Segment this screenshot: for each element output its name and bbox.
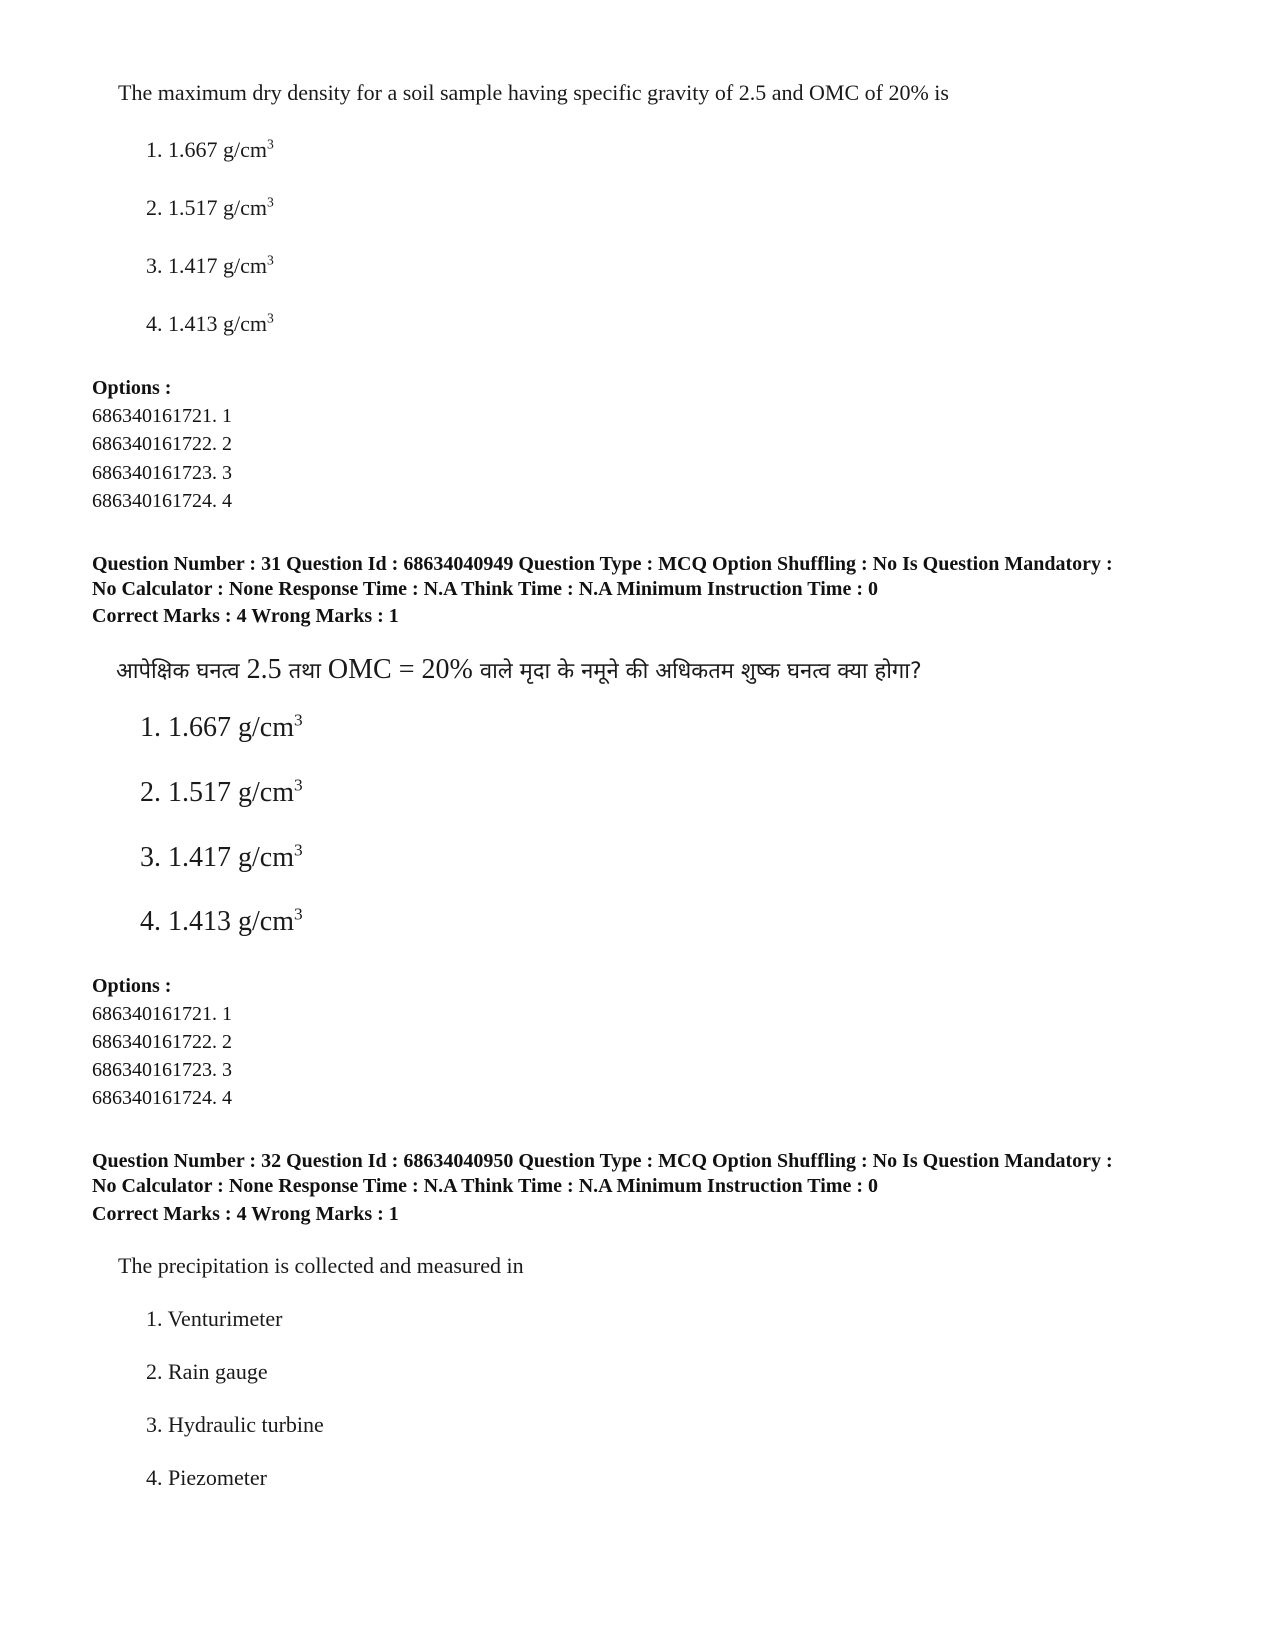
answer-choice: [146, 1412, 324, 1438]
options-label: Options :: [92, 377, 172, 399]
question-text-segment: 2.5: [246, 654, 282, 685]
question-text-segment: वाले मृदा के नमूने की अधिकतम शुष्क घनत्व क्या होगा?: [479, 659, 922, 684]
question-text-hindi: [116, 654, 922, 686]
marks-line: Correct Marks : 4 Wrong Marks : 1: [92, 1203, 399, 1225]
choice-value: 1.517 g/cm: [168, 195, 267, 220]
choice-value: 1.517 g/cm: [168, 777, 294, 808]
choice-number: 2.: [146, 195, 163, 220]
answer-choice: [140, 842, 303, 874]
choice-value: 1.417 g/cm: [168, 842, 294, 873]
choice-number: 2.: [140, 777, 161, 808]
choice-value: 1.413 g/cm: [168, 311, 267, 336]
choice-value: 1.413 g/cm: [168, 906, 294, 937]
choice-number: 4.: [140, 906, 161, 937]
options-label: Options :: [92, 975, 172, 997]
choice-number: 3.: [146, 1412, 163, 1437]
choice-number: 3.: [140, 842, 161, 873]
option-id: 686340161723. 3: [92, 462, 232, 484]
choice-exponent: 3: [294, 775, 303, 795]
choice-number: 1.: [146, 137, 163, 162]
choice-number: 1.: [140, 712, 161, 743]
option-id: 686340161721. 1: [92, 405, 232, 427]
choice-exponent: 3: [267, 136, 274, 152]
choice-value: 1.667 g/cm: [168, 712, 294, 743]
question-text-segment: आपेक्षिक घनत्व: [116, 659, 240, 684]
option-id: 686340161722. 2: [92, 433, 232, 455]
choice-value: Venturimeter: [167, 1306, 283, 1331]
option-id: 686340161724. 4: [92, 490, 232, 512]
choice-exponent: 3: [294, 904, 303, 924]
answer-choice: [140, 906, 303, 938]
answer-choice: [140, 712, 303, 744]
choice-number: 1.: [146, 1306, 163, 1331]
answer-choice: [146, 1306, 282, 1332]
choice-number: 4.: [146, 311, 163, 336]
question-text-segment: तथा: [288, 659, 321, 684]
answer-choice: [146, 137, 274, 163]
answer-choice: [140, 777, 303, 809]
choice-value: Hydraulic turbine: [168, 1412, 324, 1437]
question-header: Question Number : 31 Question Id : 68634040949 Question Type : MCQ Option Shuffling : No Is Question Mandatory :: [92, 553, 1113, 575]
answer-choice: [146, 253, 274, 279]
option-id: 686340161724. 4: [92, 1087, 232, 1109]
answer-choice: [146, 311, 274, 337]
choice-exponent: 3: [267, 194, 274, 210]
question-text: The maximum dry density for a soil sample having specific gravity of 2.5 and OMC of 20% is: [118, 80, 949, 105]
choice-number: 3.: [146, 253, 163, 278]
choice-value: Rain gauge: [168, 1359, 268, 1384]
choice-value: Piezometer: [168, 1465, 267, 1490]
choice-value: 1.417 g/cm: [168, 253, 267, 278]
option-id: 686340161722. 2: [92, 1031, 232, 1053]
marks-line: Correct Marks : 4 Wrong Marks : 1: [92, 605, 399, 627]
choice-exponent: 3: [294, 710, 303, 730]
choice-exponent: 3: [267, 252, 274, 268]
question-text: The precipitation is collected and measured in: [118, 1253, 524, 1278]
choice-number: 4.: [146, 1465, 163, 1490]
answer-choice: [146, 1359, 268, 1385]
option-id: 686340161721. 1: [92, 1003, 232, 1025]
question-header: Question Number : 32 Question Id : 68634040950 Question Type : MCQ Option Shuffling : No Is Question Mandatory :: [92, 1150, 1113, 1172]
choice-exponent: 3: [267, 310, 274, 326]
choice-number: 2.: [146, 1359, 163, 1384]
option-id: 686340161723. 3: [92, 1059, 232, 1081]
choice-value: 1.667 g/cm: [168, 137, 267, 162]
question-header: No Calculator : None Response Time : N.A Think Time : N.A Minimum Instruction Time : 0: [92, 1175, 878, 1197]
question-text-segment: OMC = 20%: [327, 654, 473, 685]
answer-choice: [146, 1465, 267, 1491]
choice-exponent: 3: [294, 840, 303, 860]
answer-choice: [146, 195, 274, 221]
question-header: No Calculator : None Response Time : N.A Think Time : N.A Minimum Instruction Time : 0: [92, 578, 878, 600]
